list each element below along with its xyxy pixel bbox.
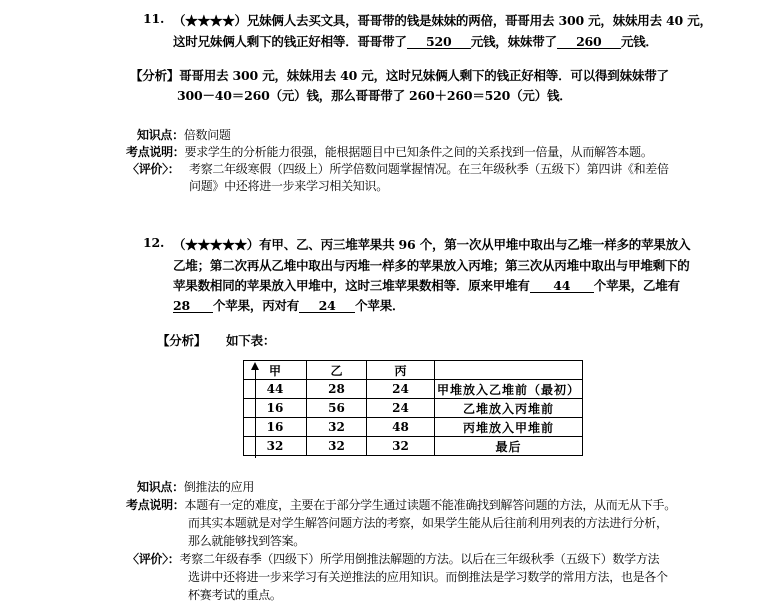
cell-jia: 44 [244, 380, 307, 399]
table-row [244, 418, 583, 437]
up-arrow-line [255, 366, 256, 458]
difficulty-stars: （★★★★★） [173, 237, 260, 252]
problem-12-explain-line-2: 而其实本题就是对学生解答问题方法的考察，如果学生能从后往前利用列表的方法进行分析， [188, 516, 668, 530]
problem-12-knowledge [137, 478, 254, 495]
up-arrow-icon [251, 362, 259, 370]
problem-11-analysis-line-2: 300－40＝260（元）钱，那么哥哥带了 260＋260＝520（元）钱． [177, 88, 572, 103]
problem-11-line-2 [173, 32, 658, 50]
problem-11-review-line-1: 考察二年级寒假（四级上）所学倍数问题掌握情况。在三年级秋季（五级下）第四讲《和差倍 [189, 162, 669, 176]
reverse-steps-table [243, 360, 583, 456]
cell-note: 最后 [435, 437, 583, 456]
table-row [244, 399, 583, 418]
review-label: 〈评价〉： [127, 162, 180, 176]
cell-yi: 28 [307, 380, 367, 399]
problem-12-text-4a: 个苹果，丙对有 [213, 298, 300, 313]
cell-note: 丙堆放入甲堆前 [435, 418, 583, 437]
cell-jia: 16 [244, 418, 307, 437]
problem-11-number: 11. [143, 11, 165, 26]
table-header-row [244, 361, 583, 380]
problem-12-analysis-intro: 如下表： [226, 333, 276, 348]
cell-yi: 32 [307, 437, 367, 456]
review-line-1: 考察二年级春季（四级下）所学用倒推法解题的方法。以后在三年级秋季（五级下）数学方法 [179, 552, 660, 566]
cell-jia: 16 [244, 399, 307, 418]
knowledge-label: 知识点： [137, 480, 184, 494]
cell-bing: 24 [367, 380, 435, 399]
difficulty-stars: （★★★★） [173, 13, 247, 28]
table-row [244, 437, 583, 456]
problem-12-analysis-label: 【分析】 [157, 333, 207, 348]
explain-value: 要求学生的分析能力很强，能根据题目中已知条件之间的关系找到一倍量，从而解答本题。 [184, 145, 653, 159]
answer-brother-money: 520 [407, 35, 471, 49]
cell-bing: 24 [367, 399, 435, 418]
problem-12-explain [126, 496, 676, 513]
explain-line-1: 本题有一定的难度，主要在于部分学生通过读题不能准确找到解答问题的方法，从而无从下手。 [184, 498, 676, 512]
problem-12-review [127, 550, 659, 567]
answer-sister-money: 260 [557, 35, 621, 49]
problem-12-number: 12. [143, 235, 165, 250]
problem-11-text-1: 兄妹俩人去买文具，哥哥带的钱是妹妹的两倍，哥哥用去 300 元，妹妹用去 40 元， [246, 13, 712, 28]
problem-12-line-3 [173, 276, 680, 294]
cell-yi: 32 [307, 418, 367, 437]
problem-12-line-1 [173, 235, 690, 253]
header-yi: 乙 [307, 361, 367, 380]
answer-bing-pile: 24 [299, 299, 355, 313]
cell-note: 乙堆放入丙堆前 [435, 399, 583, 418]
problem-12-text-3b: 个苹果，乙堆有 [593, 278, 680, 293]
problem-12-line-2: 乙堆；第二次再从乙堆中取出与丙堆一样多的苹果放入丙堆；第三次从丙堆中取出与甲堆剩下的 [173, 258, 690, 273]
cell-bing: 32 [367, 437, 435, 456]
problem-11-explain [126, 143, 653, 160]
answer-jia-pile: 44 [530, 279, 594, 293]
review-label: 〈评价〉： [127, 552, 180, 566]
problem-11-knowledge [137, 126, 231, 143]
header-jia: 甲 [244, 361, 307, 380]
problem-11-text-2c: 元钱． [620, 34, 658, 49]
problem-11-text-2a: 这时兄妹俩人剩下的钱正好相等．哥哥带了 [173, 34, 407, 49]
problem-12-text-4b: 个苹果． [355, 298, 405, 313]
cell-note: 甲堆放入乙堆前（最初） [435, 380, 583, 399]
explain-label: 考点说明： [126, 145, 185, 159]
problem-11-line-1 [173, 11, 712, 29]
problem-12-text-3a: 苹果数相同的苹果放入甲堆中，这时三堆苹果数相等．原来甲堆有 [173, 278, 530, 293]
problem-11-text-2b: 元钱，妹妹带了 [470, 34, 557, 49]
header-note [435, 361, 583, 380]
cell-bing: 48 [367, 418, 435, 437]
knowledge-value: 倍数问题 [183, 128, 231, 142]
problem-12-line-4 [173, 296, 404, 314]
problem-11-analysis-line-1 [130, 66, 669, 84]
cell-jia: 32 [244, 437, 307, 456]
cell-yi: 56 [307, 399, 367, 418]
knowledge-label: 知识点： [137, 128, 184, 142]
answer-yi-pile: 28 [173, 299, 213, 313]
problem-12-explain-line-3: 那么就能够找到答案。 [188, 534, 306, 548]
knowledge-value: 倒推法的应用 [183, 480, 255, 494]
problem-12-review-line-2: 选讲中还将进一步来学习有关逆推法的应用知识。而倒推法是学习数学的常用方法，也是各个 [188, 570, 668, 584]
analysis-label: 【分析】 [130, 68, 180, 83]
problem-11-review-line-2: 问题》中还将进一步来学习相关知识。 [189, 179, 388, 193]
header-bing: 丙 [367, 361, 435, 380]
problem-12-text-1: 有甲、乙、丙三堆苹果共 96 个，第一次从甲堆中取出与乙堆一样多的苹果放入 [259, 237, 691, 252]
table-row [244, 380, 583, 399]
problem-11-review-label [127, 160, 180, 177]
explain-label: 考点说明： [126, 498, 185, 512]
analysis-text-1: 哥哥用去 300 元，妹妹用去 40 元，这时兄妹俩人剩下的钱正好相等．可以得到妹妹带了 [179, 68, 669, 83]
problem-12-review-line-3: 杯赛考试的重点。 [188, 588, 282, 602]
